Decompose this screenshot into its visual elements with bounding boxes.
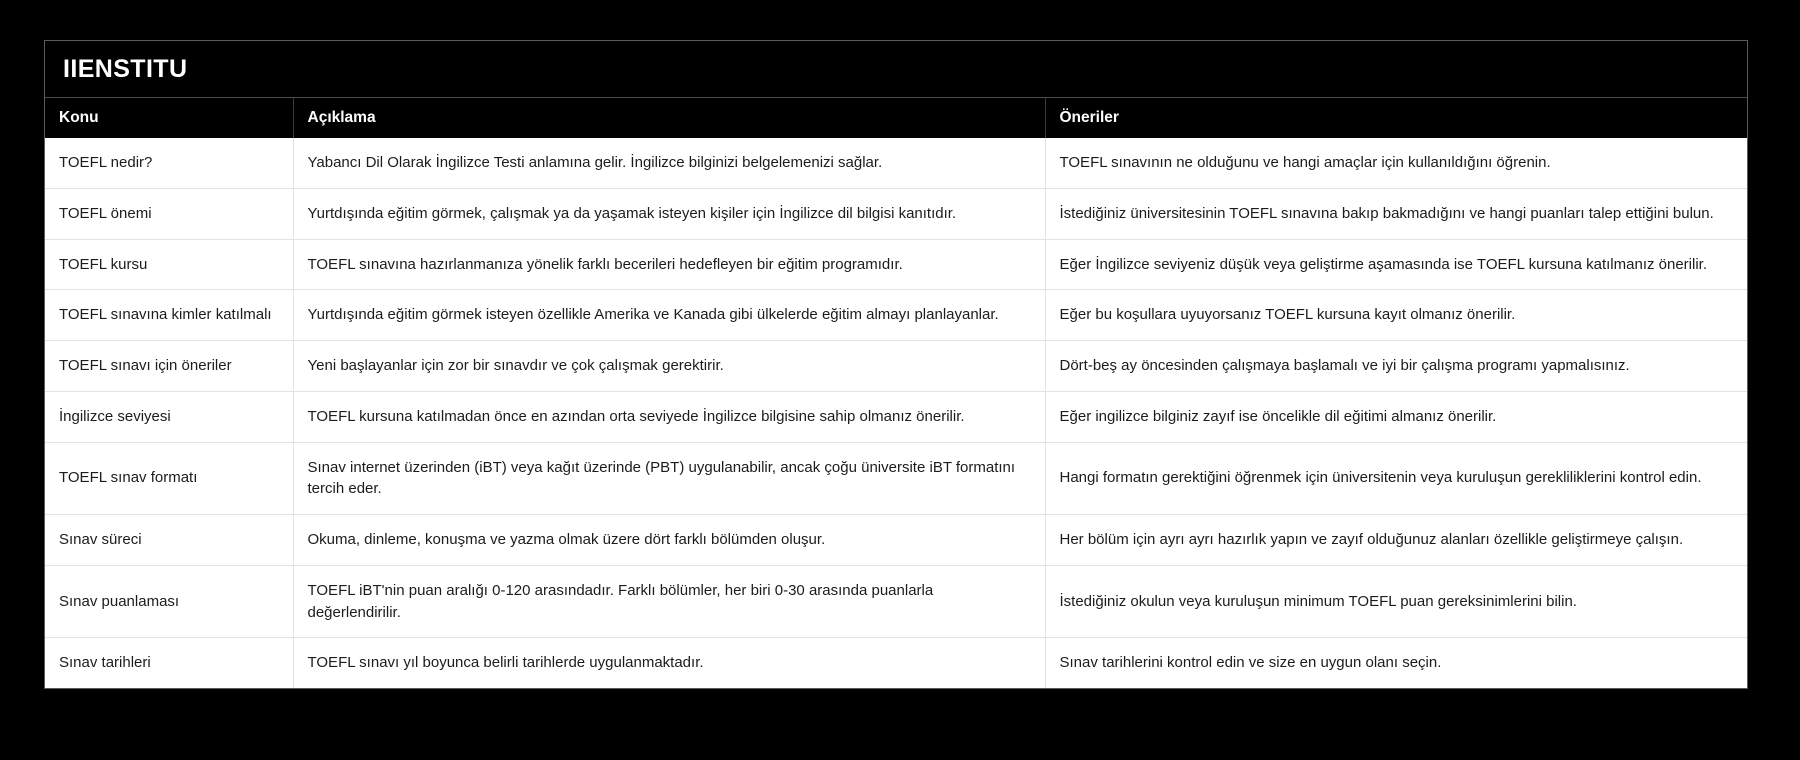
cell-aciklama: Okuma, dinleme, konuşma ve yazma olmak üzere dört farklı bölümden oluşur. (293, 515, 1045, 566)
cell-oneriler: Eğer İngilizce seviyeniz düşük veya geliştirme aşamasında ise TOEFL kursuna katılmanız önerilir. (1045, 239, 1747, 290)
cell-konu: Sınav puanlaması (45, 565, 293, 638)
table-row (45, 442, 1747, 515)
table-row (45, 138, 1747, 188)
toefl-info-card (44, 40, 1748, 689)
cell-konu: TOEFL sınav formatı (45, 442, 293, 515)
toefl-info-table (45, 98, 1747, 688)
cell-konu: TOEFL sınavı için öneriler (45, 341, 293, 392)
cell-oneriler: Her bölüm için ayrı ayrı hazırlık yapın ve zayıf olduğunuz alanları özellikle geliştirmeye çalışın. (1045, 515, 1747, 566)
cell-konu: TOEFL sınavına kimler katılmalı (45, 290, 293, 341)
cell-konu: TOEFL nedir? (45, 138, 293, 188)
cell-oneriler: Sınav tarihlerini kontrol edin ve size en uygun olanı seçin. (1045, 638, 1747, 688)
cell-konu: İngilizce seviyesi (45, 391, 293, 442)
column-header-konu: Konu (45, 98, 293, 138)
cell-aciklama: TOEFL iBT'nin puan aralığı 0-120 arasındadır. Farklı bölümler, her biri 0-30 arasında puanlarla değerlendirilir. (293, 565, 1045, 638)
cell-oneriler: İstediğiniz okulun veya kuruluşun minimum TOEFL puan gereksinimlerini bilin. (1045, 565, 1747, 638)
cell-aciklama: Yeni başlayanlar için zor bir sınavdır ve çok çalışmak gerektirir. (293, 341, 1045, 392)
cell-konu: Sınav süreci (45, 515, 293, 566)
cell-oneriler: Eğer bu koşullara uyuyorsanız TOEFL kursuna kayıt olmanız önerilir. (1045, 290, 1747, 341)
table-row (45, 341, 1747, 392)
table-row (45, 565, 1747, 638)
brand-header (45, 41, 1747, 98)
cell-aciklama: Sınav internet üzerinden (iBT) veya kağıt üzerinde (PBT) uygulanabilir, ancak çoğu üniversite iBT formatını tercih eder. (293, 442, 1045, 515)
table-body (45, 138, 1747, 688)
cell-oneriler: Hangi formatın gerektiğini öğrenmek için üniversitenin veya kuruluşun gerekliliklerini kontrol edin. (1045, 442, 1747, 515)
table-header-row-group (45, 98, 1747, 138)
table-row (45, 290, 1747, 341)
brand-logo-text: IIENSTITU (63, 54, 188, 83)
cell-aciklama: Yurtdışında eğitim görmek, çalışmak ya da yaşamak isteyen kişiler için İngilizce dil bilgisi kanıtıdır. (293, 188, 1045, 239)
cell-aciklama: TOEFL sınavı yıl boyunca belirli tarihlerde uygulanmaktadır. (293, 638, 1045, 688)
cell-konu: Sınav tarihleri (45, 638, 293, 688)
table-row (45, 515, 1747, 566)
cell-oneriler: İstediğiniz üniversitesinin TOEFL sınavına bakıp bakmadığını ve hangi puanları talep ettiğini bulun. (1045, 188, 1747, 239)
cell-oneriler: Dört-beş ay öncesinden çalışmaya başlamalı ve iyi bir çalışma programı yapmalısınız. (1045, 341, 1747, 392)
cell-aciklama: TOEFL sınavına hazırlanmanıza yönelik farklı becerileri hedefleyen bir eğitim programıdır. (293, 239, 1045, 290)
cell-aciklama: TOEFL kursuna katılmadan önce en azından orta seviyede İngilizce bilgisine sahip olmanız önerilir. (293, 391, 1045, 442)
table-header-row (45, 98, 1747, 138)
table-row (45, 391, 1747, 442)
table-row (45, 239, 1747, 290)
cell-aciklama: Yurtdışında eğitim görmek isteyen özellikle Amerika ve Kanada gibi ülkelerde eğitim almayı planlayanlar. (293, 290, 1045, 341)
cell-oneriler: Eğer ingilizce bilginiz zayıf ise öncelikle dil eğitimi almanız önerilir. (1045, 391, 1747, 442)
cell-konu: TOEFL önemi (45, 188, 293, 239)
table-row (45, 188, 1747, 239)
cell-oneriler: TOEFL sınavının ne olduğunu ve hangi amaçlar için kullanıldığını öğrenin. (1059, 154, 1551, 171)
cell-aciklama: Yabancı Dil Olarak İngilizce Testi anlamına gelir. İngilizce bilginizi belgelemenizi sağlar. (293, 138, 1045, 188)
column-header-aciklama: Açıklama (293, 98, 1045, 138)
table-row (45, 638, 1747, 688)
cell-konu: TOEFL kursu (45, 239, 293, 290)
column-header-oneriler: Öneriler (1045, 98, 1747, 138)
